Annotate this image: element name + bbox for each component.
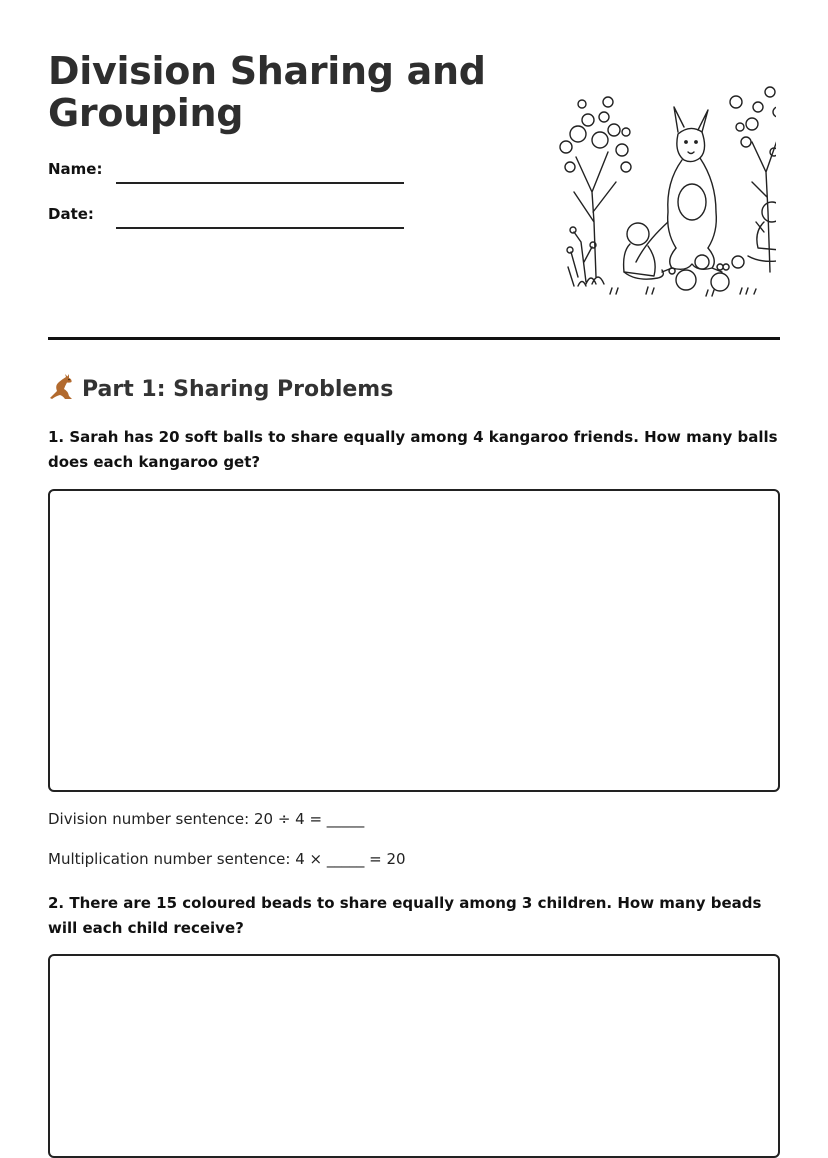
section-divider [48, 337, 780, 340]
date-label: Date: [48, 205, 94, 223]
question-1: 1. Sarah has 20 soft balls to share equally among 4 kangaroo friends. How many balls does each kangaroo get? [48, 428, 778, 471]
name-label: Name: [48, 160, 103, 178]
kangaroo-icon [48, 374, 76, 400]
question-2-work-box[interactable] [48, 954, 780, 1158]
question-1-work-box[interactable] [48, 489, 780, 792]
question-1-division-sentence: Division number sentence: 20 ÷ 4 = _____ [48, 810, 365, 828]
question-1-multiplication-sentence: Multiplication number sentence: 4 × _____ = 20 [48, 850, 406, 868]
part1-heading [48, 374, 393, 404]
question-2: 2. There are 15 coloured beads to share equally among 3 children. How many beads will each child receive? [48, 894, 762, 937]
part1-heading-text: Part 1: Sharing Problems [82, 377, 394, 402]
date-field[interactable] [48, 205, 408, 235]
date-line[interactable] [116, 227, 404, 229]
worksheet-title: Division Sharing and Grouping [48, 49, 486, 135]
name-field[interactable] [48, 160, 408, 190]
name-line[interactable] [116, 182, 404, 184]
kangaroo-and-children-illustration [526, 72, 776, 302]
